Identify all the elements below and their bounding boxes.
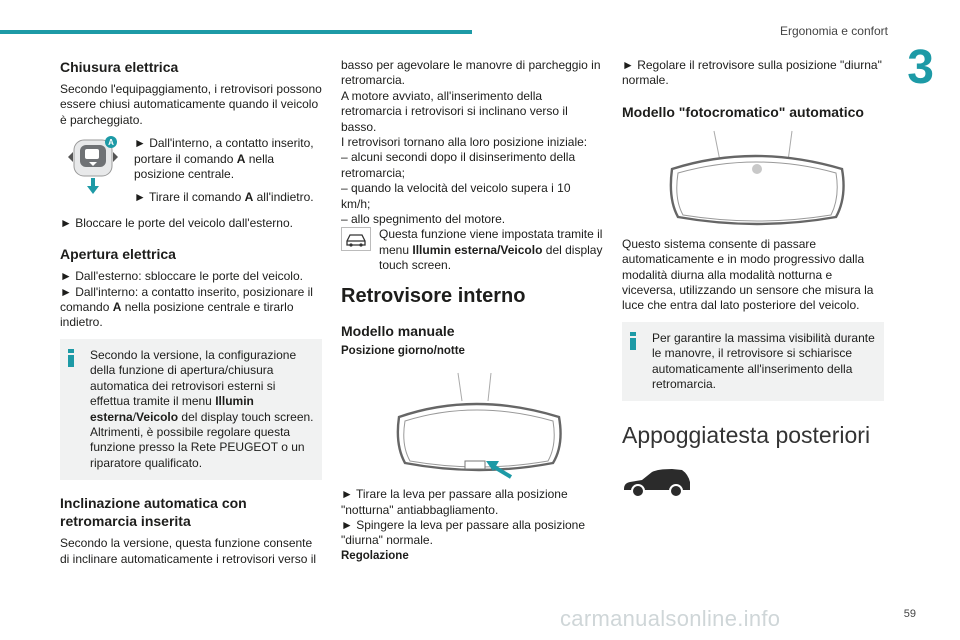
apertura-step-1: ► Dall'esterno: sbloccare le porte del veicolo.	[60, 269, 303, 284]
info-icon	[630, 332, 636, 350]
heading-modello-manuale: Modello manuale	[341, 322, 455, 339]
vehicle-settings-icon	[341, 227, 371, 251]
column-2	[341, 58, 603, 570]
column-1	[60, 58, 322, 575]
heading-appoggiatesta: Appoggiatesta posteriori	[622, 422, 871, 449]
paragraph-regolare: ► Regolare il retrovisore sulla posizione "diurna" normale.	[622, 58, 882, 88]
paragraph-cont-2: A motore avviato, all'inserimento della retromarcia i retrovisori si inclinano verso il basso.	[341, 88, 568, 134]
section-title: Ergonomia e confort	[779, 24, 888, 38]
chapter-number: 3	[907, 41, 934, 94]
heading-retrovisore-interno: Retrovisore interno	[341, 284, 526, 307]
photochromic-mirror-illustration	[622, 127, 884, 231]
dash-item-1: – alcuni secondi dopo il disinserimento della retromarcia;	[341, 150, 576, 180]
paragraph-fotocromatico: Questo sistema consente di passare automaticamente e in modo progressivo dalla modalità diurna alla modalità notturna e viceversa, utilizzando un sensore che misura la luce che entra dal lato posteriore del veicolo.	[622, 236, 874, 313]
dash-item-2: – quando la velocità del veicolo supera i 10 km/h;	[341, 181, 571, 211]
header-accent-bar	[0, 30, 472, 34]
manual-step-1: ► Tirare la leva per passare alla posizione "notturna" antiabbagliamento.	[341, 487, 568, 517]
icon-letter: A	[108, 138, 114, 148]
heading-inclinazione: Inclinazione automatica con retromarcia inserita	[60, 495, 247, 530]
sub-regolazione: Regolazione	[341, 549, 409, 562]
apertura-step-2: ► Dall'interno: a contatto inserito, posizionare il comando A nella posizione centrale e tirarlo indietro.	[60, 284, 313, 330]
manual-step-2: ► Spingere la leva per passare alla posizione "diurna" normale.	[341, 517, 586, 548]
fold-control-steps	[60, 136, 322, 206]
info-box-configurazione	[60, 339, 322, 480]
info-text: Per garantire la massima visibilità durante le manovre, il retrovisore si schiarisce automaticamente all'inserimento della retromarcia.	[652, 330, 875, 392]
info-icon	[68, 349, 74, 367]
manual-mirror-illustration	[341, 365, 603, 481]
menu-note: Questa funzione viene impostata tramite il menu Illumin esterna/Veicolo del display touch screen.	[341, 227, 603, 273]
paragraph-bloccare: ► Bloccare le porte del veicolo dall'esterno.	[60, 215, 293, 230]
info-text: Secondo la versione, la configurazione della funzione di apertura/chiusura automatica dei retrovisori esterni si effettua tramite il menu Illumin esterna/Veicolo del display touch screen. Altrimenti, è possibile regolare questa funzione presso la Rete PEUGEOT o un riparatore qualificato.	[90, 347, 314, 470]
paragraph-cont-3: I retrovisori tornano alla loro posizione iniziale:	[341, 135, 588, 150]
paragraph-chiusura: Secondo l'equipaggiamento, i retrovisori possono essere chiusi automaticamente quando il veicolo è parcheggiato.	[60, 82, 322, 127]
car-silhouette-icon	[622, 467, 692, 499]
paragraph-inclinazione: Secondo la versione, questa funzione consente di inclinare automaticamente i retrovisori verso il	[60, 536, 317, 566]
mirror-fold-control-icon	[60, 136, 126, 198]
page-number: 59	[903, 608, 916, 620]
paragraph-cont-1: basso per agevolare le manovre di parcheggio in retromarcia.	[341, 58, 601, 88]
info-box-retromarcia	[622, 322, 884, 402]
sub-posizione: Posizione giorno/notte	[341, 344, 465, 357]
heading-fotocromatico: Modello "fotocromatico" automatico	[622, 103, 864, 120]
dash-item-3: – allo spegnimento del motore.	[341, 212, 506, 227]
column-3	[622, 58, 884, 504]
watermark: carmanualsonline.info	[560, 606, 781, 631]
heading-apertura: Apertura elettrica	[60, 246, 176, 263]
heading-chiusura: Chiusura elettrica	[60, 59, 179, 75]
fold-steps-text: ► Dall'interno, a contatto inserito, portare il comando A nella posizione centrale. ► Tirare il comando A all'indietro.	[134, 136, 314, 205]
